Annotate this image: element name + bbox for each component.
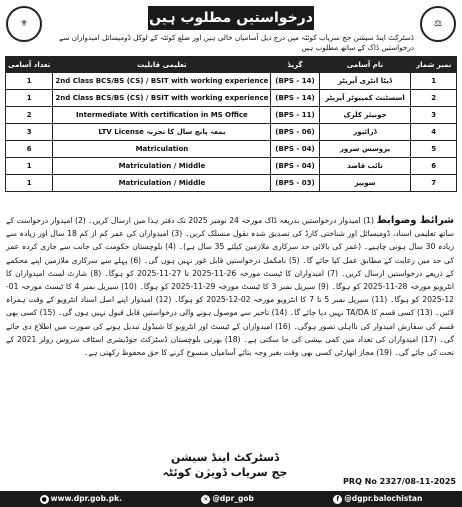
cell-post: ڈرائیور <box>319 124 411 141</box>
twitter-icon: ✕ <box>203 496 209 503</box>
cell-count: 6 <box>6 141 53 158</box>
cell-qualification: Matriculation / Middle <box>53 175 271 192</box>
cell-qualification: LTV License بمعہ پانچ سال کا تجربہ <box>53 124 271 141</box>
cell-count: 1 <box>6 175 53 192</box>
website-link[interactable]: ● www.dpr.gob.pk. <box>41 494 122 503</box>
col-header-count: تعداد آسامی <box>6 57 53 73</box>
cell-post: نائب قاصد <box>319 158 411 175</box>
terms-and-conditions <box>6 214 454 359</box>
table-row <box>6 141 457 158</box>
table-row <box>6 124 457 141</box>
authority-line-1: ڈسٹرکٹ اینڈ سیشن <box>171 451 279 464</box>
table-row <box>6 107 457 124</box>
col-header-qualification: تعلیمی قابلیت <box>53 57 271 73</box>
prq-number: PRQ No 2327/08-11-2025 <box>343 477 456 486</box>
authority-line-2: جج سریاب ڈویژن کوئٹہ <box>162 466 288 479</box>
cell-qualification: Matriculation / Middle <box>53 158 271 175</box>
cell-count: 1 <box>6 158 53 175</box>
cell-grade: (BPS - 14) <box>271 90 319 107</box>
government-emblem-left: ⚜ <box>6 6 42 42</box>
cell-post: جونیئر کلرک <box>319 107 411 124</box>
cell-count: 2 <box>6 107 53 124</box>
cell-sno: 1 <box>411 73 457 90</box>
cell-qualification: 2nd Class BCS/BS (CS) / BSIT with working experience <box>53 90 271 107</box>
cell-grade: (BPS - 14) <box>271 73 319 90</box>
cell-grade: (BPS - 06) <box>271 124 319 141</box>
table-row <box>6 73 457 90</box>
cell-post: ڈیٹا انٹری آپریٹر <box>319 73 411 90</box>
table-row <box>6 90 457 107</box>
footer-bar <box>0 491 462 507</box>
cell-qualification: Matriculation <box>53 141 271 158</box>
facebook-icon: f <box>333 495 342 504</box>
col-header-post: نام آسامی <box>319 57 411 73</box>
cell-count: 1 <box>6 73 53 90</box>
court-emblem-right: ⚖ <box>420 6 456 42</box>
vacancy-table <box>5 56 457 192</box>
cell-grade: (BPS - 04) <box>271 141 319 158</box>
table-header-row <box>6 57 457 73</box>
cell-qualification: 2nd Class BCS/BS (CS) / BSIT with working experience <box>53 73 271 90</box>
table-row <box>6 158 457 175</box>
page-title: درخواستیں مطلوب ہیں <box>148 6 314 30</box>
cell-grade: (BPS - 03) <box>271 175 319 192</box>
cell-post: پروسس سرور <box>319 141 411 158</box>
facebook-link[interactable]: f @dgpr.balochistan <box>333 494 422 504</box>
terms-title: شرائط وضوابط <box>376 215 454 226</box>
cell-qualification: Intermediate With certification in MS Office <box>53 107 271 124</box>
cell-sno: 5 <box>411 141 457 158</box>
intro-text: ڈسٹرکٹ اینڈ سیشن جج سریاب کوئٹہ میں درج ذیل آسامیاں خالی ہیں اور ضلع کوئٹہ کے لوکل ڈومیسائل امیدواران سے درخواستیں ڈاک کے ساتھ مطلوب ہیں <box>59 33 414 52</box>
globe-icon: ● <box>41 496 47 503</box>
cell-grade: (BPS - 04) <box>271 158 319 175</box>
cell-grade: (BPS - 11) <box>271 107 319 124</box>
cell-sno: 4 <box>411 124 457 141</box>
issuing-authority <box>130 450 320 480</box>
cell-post: اسسٹنٹ کمپیوٹر آپریٹر <box>319 90 411 107</box>
col-header-grade: گریڈ <box>271 57 319 73</box>
cell-sno: 2 <box>411 90 457 107</box>
terms-body: (1) امیدوار درخواستیں بذریعہ ڈاک مورخہ 24 نومبر 2025 تک دفتر ہذا میں ارسال کریں۔ (2) امیدوار درخواست کے ساتھ تعلیمی اسناد، ڈومیسائل اور شناختی کارڈ کی تصدیق شدہ نقول منسلک کریں۔ (3) امیدواران کی عمر کم از کم 18 سال اور زیادہ سے زیادہ 30 سال ہونی چاہیے۔ (عمر کی بالائی حد سرکاری ملازمین کیلئے 35 سال ہے)۔ (4) بلوچستان حکومت کی جانب سے جاری کردہ عمر کی حد میں رعایت کے مطابق عمل کیا جائے گا۔ (5) نامکمل درخواستیں قابل غور نہیں ہوں گی۔ (6) پہلے سے سرکاری ملازمین اپنے محکمے کے ذریعے درخواستیں ارسال کریں۔ (7) امیدواران کا ٹیسٹ مورخہ 26-11-2025 تا 27-11-2025 کو ہوگا۔ (8) شارٹ لسٹ امیدواران کا انٹرویو مورخہ 28-11-2025 کو ہوگا۔ (9) سیریل نمبر 3 کا ٹیسٹ مورخہ 29-11-2025 کو ہوگا۔ (10) سیریل نمبر 4 کا ٹیسٹ مورخہ 01-12-2025 کو ہوگا۔ (11) سیریل نمبر 5 تا 7 کا انٹرویو مورخہ 02-12-2025 کو ہوگا۔ (12) امیدوار اپنے اصل اسناد انٹرویو کے وقت ہمراہ لائیں۔ (13) کسی قسم کا TA/DA نہیں دیا جائے گا۔ (14) تاخیر سے موصول ہونے والی درخواستیں قابل قبول نہیں ہوں گی۔ (15) کسی بھی قسم کی سفارش امیدوار کی نااہلی تصور ہوگی۔ (16) امیدواران کے ٹیسٹ اور انٹرویو کا شیڈول تبدیل ہونے کی صورت میں اطلاع دی جائے گی۔ (17) امیدواران کی تعداد میں کمی بیشی کی جا سکتی ہے۔ (18) بھرتی بلوچستان ڈسٹرکٹ جوڈیشری اسٹاف سروس رولز 2021 کے تحت کی جائے گی۔ (19) مجاز اتھارٹی کسی بھی وقت بغیر وجہ بتائے آسامیاں منسوخ کرنے کا حق محفوظ رکھتی ہے۔ <box>6 216 455 358</box>
cell-count: 3 <box>6 124 53 141</box>
cell-sno: 3 <box>411 107 457 124</box>
cell-count: 1 <box>6 90 53 107</box>
cell-sno: 7 <box>411 175 457 192</box>
table-row <box>6 175 457 192</box>
cell-post: سویپر <box>319 175 411 192</box>
cell-sno: 6 <box>411 158 457 175</box>
col-header-sno: نمبر شمار <box>411 57 457 73</box>
twitter-link[interactable]: ✕ @dpr_gob <box>203 494 254 503</box>
